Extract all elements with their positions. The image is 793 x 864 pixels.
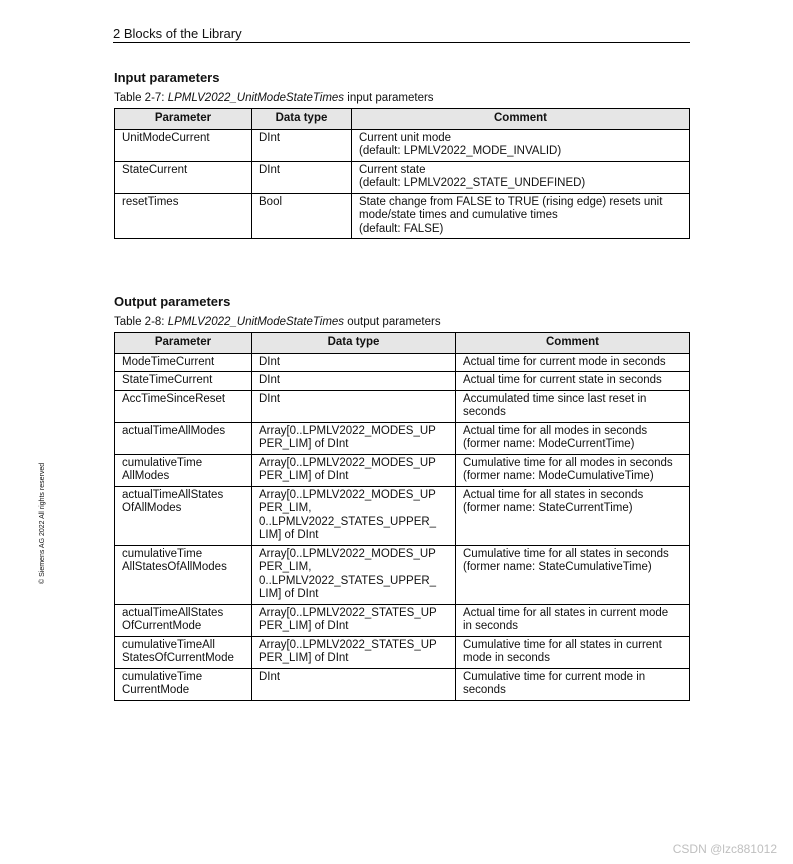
cell-type	[252, 454, 456, 486]
cell-comment	[456, 372, 690, 391]
cell-text: Cumulative time for current mode in	[463, 670, 646, 683]
output-section-title: Output parameters	[114, 294, 231, 309]
table-row	[115, 372, 690, 391]
cell-text: cumulativeTimeAll	[122, 638, 215, 651]
cell-text: PER_LIM] of DInt	[259, 438, 349, 450]
cell-type	[252, 668, 456, 700]
table-row	[115, 486, 690, 545]
cell-comment	[456, 545, 690, 604]
cell-text: cumulativeTime	[122, 670, 203, 683]
cell-text: PER_LIM] of DInt	[259, 652, 349, 664]
cell-param	[115, 486, 252, 545]
cell-text: Current unit mode	[359, 131, 452, 144]
cell-text: (former name: ModeCumulativeTime)	[463, 470, 654, 482]
cell-text: Array[0..LPMLV2022_STATES_UP	[259, 638, 437, 651]
cell-text: mode in seconds	[463, 652, 550, 664]
table-row	[115, 390, 690, 422]
cell-comment	[456, 422, 690, 454]
cell-text: ModeTimeCurrent	[122, 355, 215, 368]
table-header-row	[115, 109, 690, 130]
cell-text: seconds	[463, 406, 506, 418]
cell-comment	[352, 161, 690, 193]
cell-comment	[456, 636, 690, 668]
cell-text: in seconds	[463, 620, 518, 632]
cell-type	[252, 636, 456, 668]
cell-type	[252, 161, 352, 193]
cell-text: DInt	[259, 355, 281, 368]
cell-param	[115, 193, 252, 239]
column-header: Parameter	[115, 109, 252, 130]
cell-text: Array[0..LPMLV2022_MODES_UP	[259, 547, 436, 560]
cell-comment	[352, 129, 690, 161]
cell-text: cumulativeTime	[122, 547, 203, 560]
cell-text: (former name: ModeCurrentTime)	[463, 438, 635, 450]
cell-text: StateTimeCurrent	[122, 374, 213, 386]
cell-text: AllModes	[122, 470, 170, 482]
table-row	[115, 193, 690, 239]
cell-text: actualTimeAllStates	[122, 488, 224, 501]
cell-text: seconds	[463, 684, 506, 696]
output-parameters-table	[114, 332, 690, 701]
column-header: Parameter	[115, 333, 252, 354]
cell-text: (default: LPMLV2022_MODE_INVALID)	[359, 145, 562, 157]
cell-text: AccTimeSinceReset	[122, 392, 226, 405]
input-parameters-table	[114, 108, 690, 239]
cell-text: DInt	[259, 670, 281, 683]
cell-text: DInt	[259, 392, 281, 405]
table-row	[115, 668, 690, 700]
cell-text: Bool	[259, 195, 283, 208]
cell-text: CurrentMode	[122, 684, 190, 696]
cell-text: Actual time for all states in seconds	[463, 488, 644, 501]
cell-text: DInt	[259, 374, 281, 386]
cell-text: Array[0..LPMLV2022_MODES_UP	[259, 424, 436, 437]
cell-param	[115, 390, 252, 422]
cell-type	[252, 604, 456, 636]
column-header: Data type	[252, 333, 456, 354]
cell-text: Actual time for all modes in seconds	[463, 424, 648, 437]
cell-text: actualTimeAllModes	[122, 424, 226, 437]
cell-text: (former name: StateCurrentTime)	[463, 502, 633, 514]
cell-param	[115, 353, 252, 372]
cell-param	[115, 636, 252, 668]
cell-text: StateCurrent	[122, 163, 188, 176]
cell-text: DInt	[259, 131, 281, 144]
cell-text: Accumulated time since last reset in	[463, 392, 647, 405]
table-header-row	[115, 333, 690, 354]
cell-type	[252, 390, 456, 422]
cell-text: DInt	[259, 163, 281, 176]
cell-comment	[456, 486, 690, 545]
cell-comment	[456, 390, 690, 422]
cell-text: StatesOfCurrentMode	[122, 652, 234, 664]
cell-text: PER_LIM] of DInt	[259, 620, 349, 632]
cell-param	[115, 129, 252, 161]
cell-text: 0..LPMLV2022_STATES_UPPER_	[259, 574, 437, 587]
page-header	[113, 26, 690, 43]
cell-text: Cumulative time for all modes in seconds	[463, 456, 673, 469]
cell-text: Actual time for all states in current mode	[463, 606, 669, 619]
cell-text: (former name: StateCumulativeTime)	[463, 561, 652, 573]
cell-text: Array[0..LPMLV2022_MODES_UP	[259, 456, 436, 469]
cell-text: PER_LIM,	[259, 502, 312, 514]
cell-text: Current state	[359, 163, 426, 176]
table-row	[115, 545, 690, 604]
cell-text: 0..LPMLV2022_STATES_UPPER_	[259, 515, 437, 528]
chapter-title: 2 Blocks of the Library	[113, 26, 242, 41]
input-table-caption: Table 2-7: LPMLV2022_UnitModeStateTimes input parameters	[114, 92, 434, 104]
column-header: Comment	[456, 333, 690, 354]
cell-text: Array[0..LPMLV2022_STATES_UP	[259, 606, 437, 619]
cell-text: resetTimes	[122, 195, 179, 208]
copyright-note: © Siemens AG 2022 All rights reserved	[39, 462, 46, 584]
cell-text: State change from FALSE to TRUE (rising edge) resets unit	[359, 195, 663, 208]
table-row	[115, 353, 690, 372]
cell-param	[115, 422, 252, 454]
cell-text: (default: FALSE)	[359, 222, 444, 235]
cell-type	[252, 486, 456, 545]
cell-comment	[456, 454, 690, 486]
cell-comment	[456, 604, 690, 636]
cell-type	[252, 422, 456, 454]
csdn-watermark: CSDN @lzc881012	[672, 842, 777, 856]
table-row	[115, 422, 690, 454]
cell-text: Actual time for current state in seconds	[463, 374, 662, 386]
cell-text: LIM] of DInt	[259, 588, 319, 600]
cell-comment	[456, 668, 690, 700]
cell-text: OfAllModes	[122, 502, 182, 514]
cell-param	[115, 372, 252, 391]
cell-param	[115, 454, 252, 486]
cell-text: Cumulative time for all states in seconds	[463, 547, 669, 560]
cell-text: AllStatesOfAllModes	[122, 561, 227, 573]
cell-param	[115, 545, 252, 604]
cell-text: (default: LPMLV2022_STATE_UNDEFINED)	[359, 177, 586, 189]
table-row	[115, 636, 690, 668]
cell-text: PER_LIM,	[259, 561, 312, 573]
cell-text: LIM] of DInt	[259, 529, 319, 541]
table-row	[115, 454, 690, 486]
cell-text: PER_LIM] of DInt	[259, 470, 349, 482]
cell-text: UnitModeCurrent	[122, 131, 210, 144]
table-row	[115, 129, 690, 161]
output-table-caption: Table 2-8: LPMLV2022_UnitModeStateTimes output parameters	[114, 316, 441, 328]
input-section-title: Input parameters	[114, 70, 220, 85]
cell-type	[252, 129, 352, 161]
table-row	[115, 161, 690, 193]
cell-type	[252, 193, 352, 239]
cell-text: mode/state times and cumulative times	[359, 209, 558, 221]
cell-text: cumulativeTime	[122, 456, 203, 469]
cell-param	[115, 161, 252, 193]
cell-comment	[456, 353, 690, 372]
column-header: Data type	[252, 109, 352, 130]
cell-param	[115, 604, 252, 636]
cell-type	[252, 372, 456, 391]
cell-type	[252, 545, 456, 604]
cell-text: OfCurrentMode	[122, 620, 202, 632]
column-header: Comment	[352, 109, 690, 130]
cell-comment	[352, 193, 690, 239]
table-row	[115, 604, 690, 636]
cell-text: Cumulative time for all states in current	[463, 638, 662, 651]
cell-text: actualTimeAllStates	[122, 606, 224, 619]
cell-param	[115, 668, 252, 700]
cell-type	[252, 353, 456, 372]
cell-text: Actual time for current mode in seconds	[463, 355, 666, 368]
cell-text: Array[0..LPMLV2022_MODES_UP	[259, 488, 436, 501]
